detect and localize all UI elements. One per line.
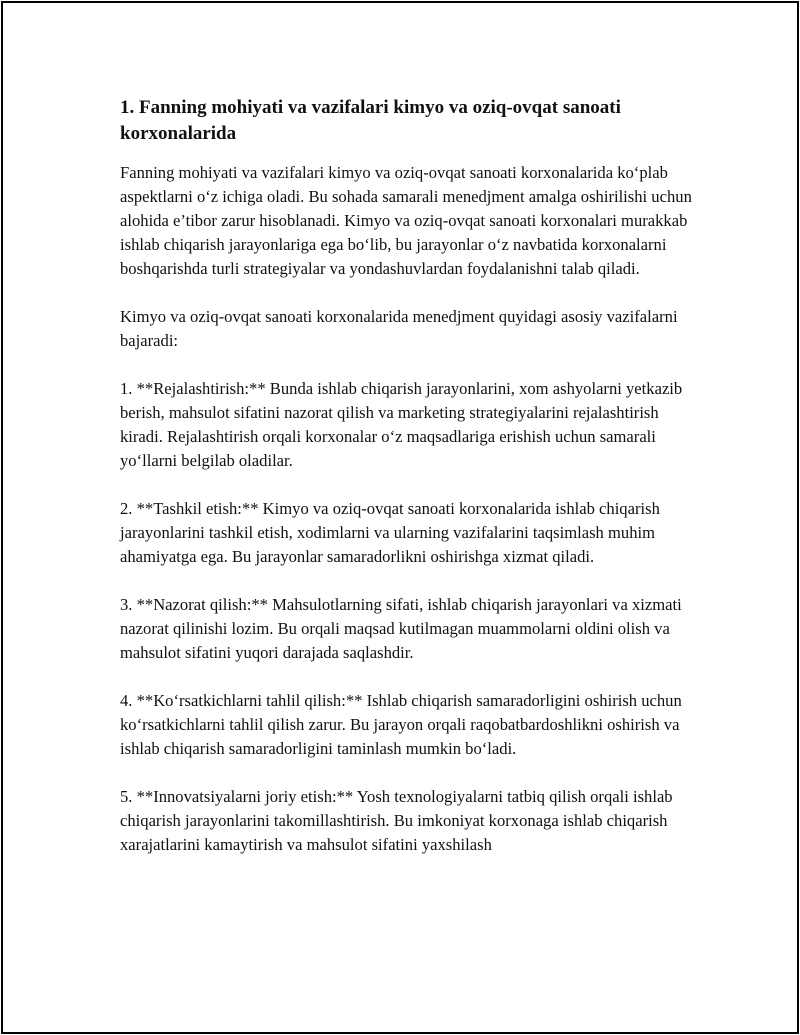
document-body <box>120 95 700 881</box>
task-analysis-paragraph: 4. **Ko‘rsatkichlarni tahlil qilish:** Ishlab chiqarish samaradorligini oshirish uchun ko‘rsatkichlarni tahlil qilish zarur. Bu jarayon orqali raqobatbardoshlikni oshirish va ishlab chiqarish samaradorligini taminlash mumkin bo‘ladi. <box>120 691 682 758</box>
document-title: 1. Fanning mohiyati va vazifalari kimyo va oziq-ovqat sanoati korxonalarida <box>120 97 621 144</box>
tasks-intro-paragraph: Kimyo va oziq-ovqat sanoati korxonalarida menedjment quyidagi asosiy vazifalarni bajaradi: <box>120 307 678 350</box>
task-control-paragraph: 3. **Nazorat qilish:** Mahsulotlarning sifati, ishlab chiqarish jarayonlari va xizmati nazorat qilinishi lozim. Bu orqali maqsad kutilmagan muammolarni oldini olish va mahsulot sifatini yuqori darajada saqlashdir. <box>120 595 682 662</box>
task-organizing-paragraph: 2. **Tashkil etish:** Kimyo va oziq-ovqat sanoati korxonalarida ishlab chiqarish jarayonlarini tashkil etish, xodimlarni va ularning vazifalarini taqsimlash muhim ahamiyatga ega. Bu jarayonlar samaradorlikni oshirishga xizmat qiladi. <box>120 499 660 566</box>
task-planning-paragraph: 1. **Rejalashtirish:** Bunda ishlab chiqarish jarayonlarini, xom ashyolarni yetkazib berish, mahsulot sifatini nazorat qilish va marketing strategiyalarini rejalashtirish kiradi. Rejalashtirish orqali korxonalar o‘z maqsadlariga erishish uchun samarali yo‘llarni belgilab oladilar. <box>120 379 683 470</box>
page-frame <box>1 1 799 1034</box>
task-innovation-paragraph: 5. **Innovatsiyalarni joriy etish:** Yosh texnologiyalarni tatbiq qilish orqali ishlab chiqarish jarayonlarini takomillashtirish. Bu imkoniyat korxonaga ishlab chiqarish xarajatlarini kamaytirish va mahsulot sifatini yaxshilash <box>120 787 673 854</box>
intro-paragraph: Fanning mohiyati va vazifalari kimyo va oziq-ovqat sanoati korxonalarida ko‘plab aspektlarni o‘z ichiga oladi. Bu sohada samarali menedjment amalga oshirilishi uchun alohida e’tibor zarur hisoblanadi. Kimyo va oziq-ovqat sanoati korxonalari murakkab ishlab chiqarish jarayonlariga ega bo‘lib, bu jarayonlar o‘z navbatida korxonalarni boshqarishda turli strategiyalar va yondashuvlardan foydalanishni talab qiladi. <box>120 163 692 278</box>
